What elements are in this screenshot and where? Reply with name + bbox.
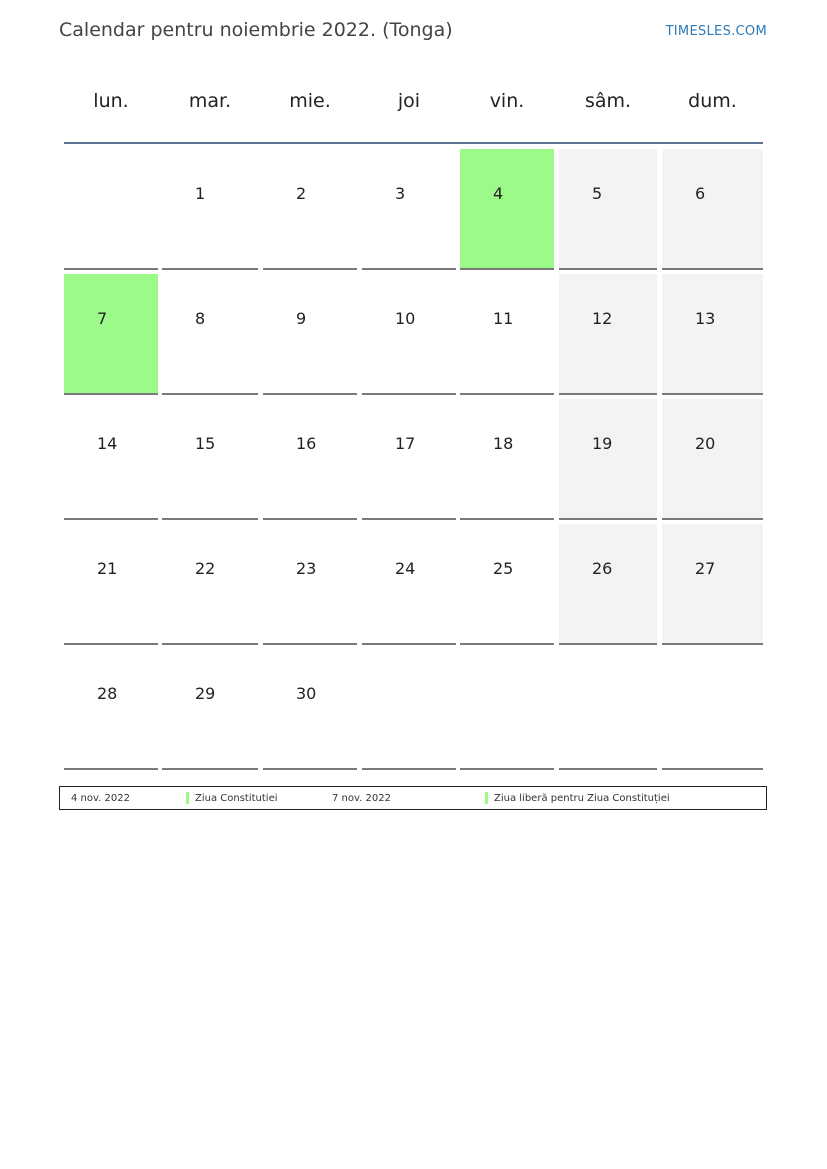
day-cell[interactable] [362,274,456,395]
day-cell[interactable] [162,399,258,520]
day-number: 23 [296,559,317,578]
day-number: 25 [493,559,514,578]
day-number: 24 [395,559,416,578]
day-number: 29 [195,684,216,703]
weekday-label: sâm. [584,90,632,112]
day-cell[interactable] [362,524,456,645]
weekday-label: dum. [688,90,737,112]
day-number: 30 [296,684,317,703]
day-number: 26 [592,559,613,578]
weekday-label: mar. [188,90,232,112]
day-number: 10 [395,309,416,328]
day-number: 19 [592,434,613,453]
day-cell[interactable] [559,274,657,395]
day-cell[interactable] [362,149,456,270]
day-number: 15 [195,434,216,453]
day-number: 17 [395,434,416,453]
day-number: 9 [296,309,307,328]
day-number: 28 [97,684,118,703]
empty-day-cell [460,649,554,770]
day-number: 1 [195,184,206,203]
day-cell[interactable] [162,149,258,270]
day-cell[interactable] [662,274,763,395]
day-cell[interactable] [263,149,357,270]
day-number: 20 [695,434,716,453]
empty-day-cell [662,649,763,770]
day-cell[interactable] [662,399,763,520]
day-number: 7 [97,309,108,328]
day-number: 27 [695,559,716,578]
day-number: 22 [195,559,216,578]
day-number: 4 [493,184,504,203]
legend-holiday-1: Ziua Constitutiei [195,793,278,804]
weekday-label: joi [397,90,421,112]
day-cell[interactable] [263,399,357,520]
day-number: 12 [592,309,613,328]
day-number: 2 [296,184,307,203]
holiday-day-cell[interactable] [460,149,554,270]
brand-link[interactable]: TIMESLES.COM [665,24,767,39]
empty-day-cell [362,649,456,770]
empty-day-cell [64,149,158,270]
page-title: Calendar pentru noiembrie 2022. (Tonga) [59,19,453,41]
day-number: 21 [97,559,118,578]
day-cell[interactable] [460,399,554,520]
day-cell[interactable] [263,524,357,645]
day-cell[interactable] [162,274,258,395]
day-cell[interactable] [64,524,158,645]
legend-date-1: 4 nov. 2022 [71,793,130,804]
day-cell[interactable] [460,524,554,645]
header-divider [64,142,763,144]
legend-color-marker-2 [485,792,488,804]
weekday-label: mie. [289,90,331,112]
day-cell[interactable] [64,399,158,520]
weekday-label: lun. [93,90,129,112]
day-cell[interactable] [460,274,554,395]
day-cell[interactable] [263,274,357,395]
day-number: 13 [695,309,716,328]
day-cell[interactable] [362,399,456,520]
day-number: 18 [493,434,514,453]
holiday-legend [59,786,767,810]
legend-date-2: 7 nov. 2022 [332,793,391,804]
empty-day-cell [559,649,657,770]
weekday-header-row [64,90,763,120]
day-cell[interactable] [64,649,158,770]
day-number: 6 [695,184,706,203]
legend-color-marker-1 [186,792,189,804]
weekday-label: vin. [489,90,525,112]
day-cell[interactable] [162,649,258,770]
legend-holiday-2: Ziua liberă pentru Ziua Constituției [494,793,670,804]
day-number: 8 [195,309,206,328]
day-cell[interactable] [559,149,657,270]
day-number: 3 [395,184,406,203]
day-cell[interactable] [162,524,258,645]
day-cell[interactable] [559,399,657,520]
day-cell[interactable] [662,149,763,270]
day-number: 11 [493,309,514,328]
day-cell[interactable] [559,524,657,645]
day-number: 5 [592,184,603,203]
day-number: 16 [296,434,317,453]
holiday-day-cell[interactable] [64,274,158,395]
day-cell[interactable] [263,649,357,770]
day-number: 14 [97,434,118,453]
day-cell[interactable] [662,524,763,645]
